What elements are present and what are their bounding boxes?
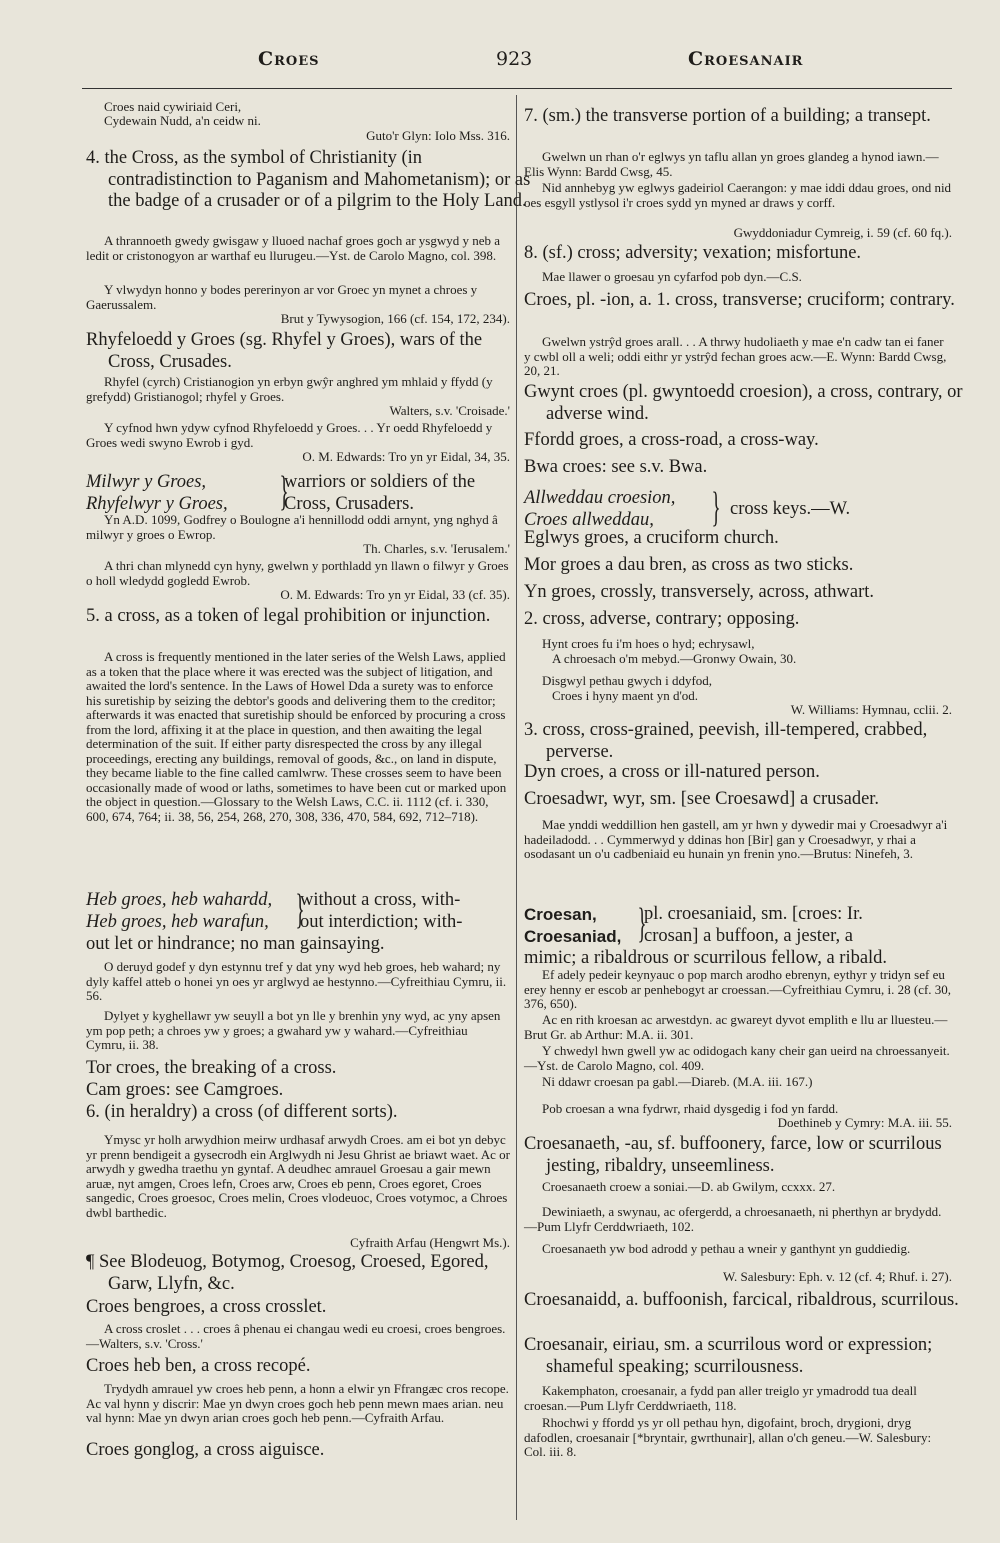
quotation: Cydewain Nudd, a'n ceidw ni. — [104, 113, 261, 128]
quotation: Pob croesan a wna fydrwr, rhaid dysgedig i fod yn fardd. — [542, 1101, 839, 1116]
headword-variant: Croesaniad, — [524, 927, 622, 946]
entry-sense: Mor groes a dau bren, as cross as two sticks. — [524, 555, 854, 575]
quotation: Gwelwn ystrŷd groes arall. . . A thrwy hudoliaeth y mae e'n cadw tan ei faner y cwbl oll a weli; oddi eithr yr ystrŷd fechan groes acw.—E. Wynn: Bardd Cwsg, 20, 21. — [524, 334, 947, 378]
quotation: Ymysc yr holh arwydhion meirw urdhasaf arwydh Croes. am ei bot yn debyc yr prenn bendigeit a gysecrodh ein Arglwydh ni Jesu Ghrist ae briawt waet. Ac or arwydh y gwedha traethu yn gyntaf. A deudhec amrauel Groesau a gair mewn aruæ, nyt amgen, Croes lefn, Croes arw, Croes eb penn, Croes egoret, Croes sangedic, Croes groesoc, Croes melin, Croes vlodeuoc, Croes votymoc, a Chroes dwbl barthedic. — [86, 1132, 510, 1220]
quotation: Dylyet y kyghellawr yw seuyll a bot yn lle y brenhin yny wyd, ac yny apsen ym pop peth; a chroes yw y groes; a gwahard yw y wahard.—Cyfreithiau Cymru, ii. 38. — [86, 1008, 501, 1052]
entry-sense: Bwa croes: see s.v. Bwa. — [524, 457, 708, 477]
quotation: Croesanaeth croew a soniai.—D. ab Gwilym, ccxxx. 27. — [542, 1179, 836, 1194]
quotation: Ni ddawr croesan pa gabl.—Diareb. (M.A. iii. 167.) — [542, 1074, 813, 1089]
quotation: Mae llawer o groesau yn cyfarfod pob dyn.—C.S. — [542, 269, 802, 284]
entry-sense: Croes gonglog, a cross aiguisce. — [86, 1440, 325, 1460]
quotation: Gwyddoniadur Cymreig, i. 59 (cf. 60 fq.). — [733, 225, 952, 240]
quotation: Y vlwydyn honno y bodes pererinyon ar vor Groec yn mynet a chroes y Gaerussalem. — [86, 282, 478, 312]
quotation: Croes i hyny maent yn d'od. — [552, 688, 699, 703]
entry-sense: Croes heb ben, a cross recopé. — [86, 1356, 311, 1376]
definition-text: without a cross, with- — [300, 890, 461, 910]
quotation: A thrannoeth gwedy gwisgaw y lluoed nachaf groes goch ar ysgwyd y neb a ledit or cristonogyon ar warthaf eu llurugeu.—Yst. de Carolo Magno, col. 398. — [86, 233, 501, 263]
definition-text: out interdiction; with- — [300, 912, 463, 932]
quotation: O. M. Edwards: Tro yn yr Eidal, 34, 35. — [302, 449, 510, 464]
entry-sense: Gwynt croes (pl. gwyntoedd croesion), a cross, contrary, or adverse wind. — [524, 382, 963, 424]
quotation: Rhochwi y ffordd ys yr oll pethau hyn, digofaint, broch, drygioni, dryg dafodlen, croesanair [*bryntair, gwrthunair], allan o'ch geneu.—W. Salesbury: Col. iii. 8. — [524, 1415, 932, 1459]
quotation: Croes naid cywiriaid Ceri, — [104, 99, 242, 114]
quotation: Walters, s.v. 'Croisade.' — [389, 403, 510, 418]
brace-glyph: } — [711, 485, 721, 531]
definition-text: out let or hindrance; no man gainsaying. — [86, 934, 385, 954]
entry-sense: Cam groes: see Camgroes. — [86, 1080, 284, 1100]
entry-sense: Ffordd groes, a cross-road, a cross-way. — [524, 430, 819, 450]
header-rule — [82, 88, 952, 89]
quotation: O deruyd godef y dyn estynnu tref y dat yny wyd heb groes, heb wahard; ny dyly kaffel atteb o honei yn oes yr arglwyd ae hestynno.—Cyfreithiau Cymru, ii. 56. — [86, 959, 507, 1003]
quotation: Y chwedyl hwn gwell yw ac odidogach kany cheir gan ueird na chroessanyeit.—Yst. de Carolo Magno, col. 409. — [524, 1043, 950, 1073]
entry-sense: 5. a cross, as a token of legal prohibition or injunction. — [86, 606, 491, 626]
entry-sense: Dyn croes, a cross or ill-natured person. — [524, 762, 820, 782]
quotation: Guto'r Glyn: Iolo Mss. 316. — [366, 128, 510, 143]
quotation: Rhyfel (cyrch) Cristianogion yn erbyn gwŷr anghred ym mhlaid y ffydd (y grefydd) Gristianogol; rhyfel y Groes. — [86, 374, 493, 404]
quotation: Kakemphaton, croesanair, a fydd pan aller treiglo yr ymadrodd tua deall croesan.—Pum Llyfr Cerddwriaeth, 118. — [524, 1383, 917, 1413]
quotation: A thri chan mlynedd cyn hyny, gwelwn y porthladd yn llawn o filwyr y Groes o holl wledydd gogledd Ewrob. — [86, 558, 509, 588]
entry-sense: Croesanaeth, -au, sf. buffoonery, farce, low or scurrilous jesting, ribaldry, unseemliness. — [524, 1134, 942, 1176]
quotation: Th. Charles, s.v. 'Ierusalem.' — [363, 541, 510, 556]
entry-sense: Croesanair, eiriau, sm. a scurrilous word or expression; shameful speaking; scurrilousness. — [524, 1335, 933, 1377]
headword-variant: Milwyr y Groes, — [86, 472, 207, 492]
brace-glyph: } — [637, 901, 647, 947]
entry-sense: 8. (sf.) cross; adversity; vexation; misfortune. — [524, 243, 862, 263]
quotation: Disgwyl pethau gwych i ddyfod, — [542, 673, 713, 688]
quotation: Croesanaeth yw bod adrodd y pethau a wneir y ganthynt yn guddiedig. — [542, 1241, 911, 1256]
quotation: Brut y Tywysogion, 166 (cf. 154, 172, 234). — [280, 311, 510, 326]
entry-sense: 3. cross, cross-grained, peevish, ill-tempered, crabbed, perverse. — [524, 720, 928, 762]
quotation: Yn A.D. 1099, Godfrey o Boulogne a'i hennillodd oddi arnynt, yng nghyd â milwyr y groes o Ewrop. — [86, 512, 498, 542]
quotation: Hynt croes fu i'm hoes o hyd; echrysawl, — [542, 636, 755, 651]
quotation: A cross croslet . . . croes â phenau ei changau wedi eu croesi, croes bengroes.—Walters, s.v. 'Cross.' — [86, 1321, 506, 1351]
entry-sense: Eglwys groes, a cruciform church. — [524, 528, 779, 548]
definition-text: pl. croesaniaid, sm. [croes: Ir. — [644, 904, 863, 924]
headword-variant: Heb groes, heb warafun, — [86, 912, 269, 932]
definition-text: cross keys.—W. — [730, 499, 851, 519]
entry-sense: Croesadwr, wyr, sm. [see Croesawd] a crusader. — [524, 789, 880, 809]
quotation: Dewiniaeth, a swynau, ac ofergerdd, a chroesanaeth, ni pherthyn ar brydydd.—Pum Llyfr Cerddwriaeth, 102. — [524, 1204, 942, 1234]
definition-text: Cross, Crusaders. — [284, 494, 415, 514]
quotation: Trydydh amrauel yw croes heb penn, a honn a elwir yn Ffrangæc cros recope. Ac val hynn y discrir: Mae yn dwyn croes goch heb penn mewn maes arian. neu val hynn: Mae yn dwyn arian croes goch heb penn.—Cyfraith Arfau. — [86, 1381, 509, 1425]
headword-variant: Allweddau croesion, — [524, 488, 676, 508]
entry-sense: 7. (sm.) the transverse portion of a building; a transept. — [524, 106, 931, 126]
quotation: O. M. Edwards: Tro yn yr Eidal, 33 (cf. 35). — [280, 587, 510, 602]
entry-sense: 6. (in heraldry) a cross (of different sorts). — [86, 1102, 398, 1122]
quotation: Y cyfnod hwn ydyw cyfnod Rhyfeloedd y Groes. . . Yr oedd Rhyfeloedd y Groes wedi swyno Ewrob i gyd. — [86, 420, 493, 450]
quotation: Ef adely pedeir keynyauc o pop march arodho ebrenyn, eythyr y tridyn sef eu erey henny er escob ar penhebogyt ar croessan.—Cyfreithiau Cymru, i. 28 (cf. 30, 376, 650). — [524, 967, 952, 1011]
entry-sense: Tor croes, the breaking of a cross. — [86, 1058, 337, 1078]
definition-text: crosan] a buffoon, a jester, a — [644, 926, 854, 946]
brace-glyph: } — [295, 887, 305, 933]
entry-sense: Rhyfeloedd y Groes (sg. Rhyfel y Groes), wars of the Cross, Crusades. — [86, 330, 483, 372]
quotation: W. Williams: Hymnau, cclii. 2. — [790, 702, 952, 717]
quotation: A chroesach o'm mebyd.—Gronwy Owain, 30. — [552, 651, 797, 666]
entry-sense: Yn groes, crossly, transversely, across, athwart. — [524, 582, 875, 602]
headword-variant: Heb groes, heb wahardd, — [86, 890, 273, 910]
quotation: W. Salesbury: Eph. v. 12 (cf. 4; Rhuf. i. 27). — [722, 1269, 952, 1284]
entry-sense: 4. the Cross, as the symbol of Christianity (in contradistinction to Paganism and Mahometanism); or as the badge of a crusader or of a pilgrim to the Holy Land. — [86, 148, 531, 211]
entry-sense: Croes bengroes, a cross crosslet. — [86, 1297, 327, 1317]
brace-glyph: } — [279, 469, 289, 515]
quotation: Doethineb y Cymry: M.A. iii. 55. — [777, 1115, 952, 1130]
page-header — [0, 48, 1000, 78]
quotation: Ac en rith kroesan ac arwestdyn. ac gwareyt dyvot emplith e llu ar lluesteu.—Brut Gr. ab Arthur: M.A. ii. 301. — [524, 1012, 948, 1042]
quotation: Cyfraith Arfau (Hengwrt Ms.). — [350, 1235, 510, 1250]
definition-text: warriors or soldiers of the — [284, 472, 476, 492]
definition-text: mimic; a ribaldrous or scurrilous fellow, a ribald. — [524, 948, 888, 968]
entry-sense: Croes, pl. -ion, a. 1. cross, transverse; cruciform; contrary. — [524, 290, 955, 310]
left-guide-word: Croes — [258, 48, 320, 70]
quotation: Gwelwn un rhan o'r eglwys yn taflu allan yn groes glandeg a hynod iawn.—Elis Wynn: Bardd Cwsg, 45. — [524, 149, 939, 179]
headword-variant: Rhyfelwyr y Groes, — [86, 494, 228, 514]
quotation: Nid annhebyg yw eglwys gadeiriol Caerangon: y mae iddi ddau groes, ond nid oes esgyll ystlysol i'r croes sydd yn myned ar draws y corff. — [524, 180, 952, 210]
page-number: 923 — [496, 48, 533, 70]
headword-variant: Croesan, — [524, 905, 597, 924]
entry-sense: ¶ See Blodeuog, Botymog, Croesog, Croesed, Egored, Garw, Llyfn, &c. — [86, 1252, 489, 1294]
quotation: Mae ynddi weddillion hen gastell, am yr hwn y dywedir mai y Croesadwyr a'i hadeiladodd. . . Cymmerwyd y ddinas hon [Bir] gan y Croesadwyr, y rhai a osodasant un o'u cadbeniaid eu hunain yn frenin yno.—Brutus: Ninefeh, 3. — [524, 817, 948, 861]
entry-sense: Croesanaidd, a. buffoonish, farcical, ribaldrous, scurrilous. — [524, 1290, 959, 1310]
entry-sense: 2. cross, adverse, contrary; opposing. — [524, 609, 800, 629]
headword-variant: Croes allweddau, — [524, 510, 654, 530]
right-guide-word: Croesanair — [688, 48, 804, 70]
quotation: A cross is frequently mentioned in the later series of the Welsh Laws, applied as a token that the place where it was erected was the subject of litigation, and awaited the lord's sentence. In the Laws of Howel Dda a surety was to enforce his suretiship by seizing the debtor's goods and delivering them to the creditor; afterwards it was enacted that suretiship should be enforced by procuring a cross from the lord, affixing it at the place in question, and then awaiting the legal determination of the suit. If either party disrespected the cross by any illegal proceedings, erecting any buildings, removal of goods, &c., on land in dispute, they became liable to the fine called camlwrw. These crosses seem to have been occasionally made of wood or laths, sometimes to have been cut or marked upon the object in question.—Glossary to the Welsh Laws, C.C. ii. 1112 (cf. i. 330, 600, 674, 764; ii. 38, 56, 254, 268, 270, 308, 336, 470, 584, 692, 712–718). — [86, 649, 507, 824]
